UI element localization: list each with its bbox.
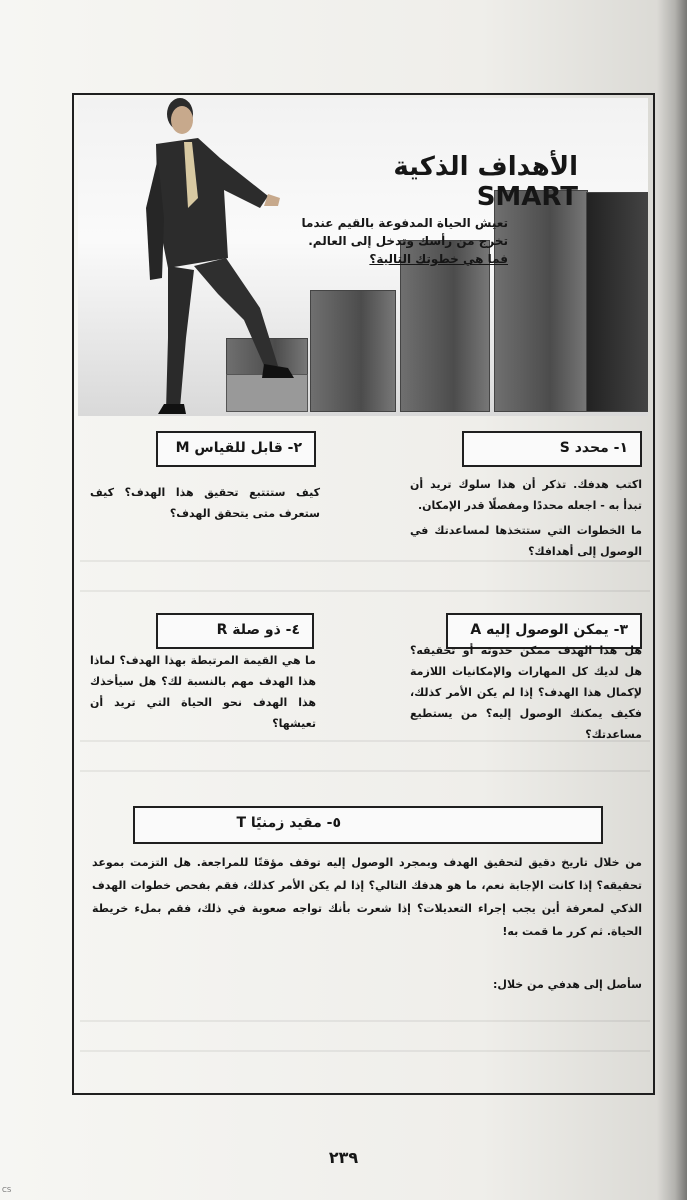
stair-bar-2 (310, 290, 396, 412)
heading-time-bound: ٥- مقيد زمنيًا T (133, 806, 603, 844)
page-title: الأهداف الذكية SMART (393, 152, 578, 212)
achievable-text (410, 640, 642, 749)
heading-specific: ١- محدد S (462, 431, 642, 467)
bleed-through-line (80, 590, 650, 592)
stair-bar-4 (494, 190, 588, 412)
hero-line-2: تخرج من رأسك وتدخل إلى العالم. (308, 234, 508, 248)
page-edge-shadow (657, 0, 687, 1200)
relevant-text (90, 650, 316, 738)
bleed-through-line (80, 1050, 650, 1052)
achievable-paragraph: هل هذا الهدف ممكن حدوثه أو تحقيقه؟ هل لديك كل المهارات والإمكانيات اللازمة لإكمال هذا الهدف؟ إذا لم يكن الأمر كذلك، فكيف يمكنك الوصول إليه؟ من يستطيع مساعدتك؟ (410, 644, 642, 741)
bleed-through-line (80, 1020, 650, 1022)
time-bound-text (92, 851, 642, 947)
specific-paragraph-2: ما الخطوات التي ستتخذها لمساعدتك في الوصول إلى أهدافك؟ (410, 524, 642, 558)
measurable-paragraph: كيف ستتتبع تحقيق هذا الهدف؟ كيف ستعرف متى يتحقق الهدف؟ (90, 486, 320, 520)
hero-question: فما هي خطوتك التالية؟ (369, 252, 508, 266)
specific-text (410, 474, 642, 566)
closing-prompt: سأصل إلى هدفي من خلال: (493, 978, 642, 991)
time-bound-paragraph: من خلال تاريخ دقيق لتحقيق الهدف وبمجرد الوصول إليه توقف مؤقتًا للمراجعة. هل التزمت بموعد تحقيقه؟ إذا كانت الإجابة نعم، ما هو هدفك التالي؟ إذا لم يكن الأمر كذلك، فقم بفحص خطوات الهدف الذكي لمعرفة أين يجب إجراء التعديلات؟ إذا شعرت بأنك تواجه صعوبة في ذلك، فقم بملء خريطة الحياة. ثم كرر ما قمت به! (92, 856, 642, 938)
heading-relevant: ٤- ذو صلة R (156, 613, 314, 649)
hero-line-1: تعيش الحياة المدفوعة بالقيم عندما (301, 216, 508, 230)
heading-measurable: ٢- قابل للقياس M (156, 431, 316, 467)
bleed-through-line (80, 770, 650, 772)
stair-bar-5 (586, 192, 648, 412)
specific-paragraph-1: اكتب هدفك. تذكر أن هذا سلوك تريد أن تبدأ به - اجعله محددًا ومفصلًا قدر الإمكان. (410, 478, 642, 512)
relevant-paragraph: ما هي القيمة المرتبطة بهذا الهدف؟ لماذا هذا الهدف مهم بالنسبة لك؟ هل سيأخذك هذا الهدف نحو الحياة التي تريد أن تعيشها؟ (90, 654, 316, 730)
measurable-text (90, 482, 320, 528)
businessman-figure (128, 98, 298, 414)
scanner-badge: CS (2, 1186, 12, 1194)
heading-achievable: ٣- يمكن الوصول إليه A (446, 613, 642, 649)
page-number: ٢٣٩ (328, 1148, 359, 1167)
hero-image (78, 98, 648, 416)
hero-intro (296, 214, 508, 268)
